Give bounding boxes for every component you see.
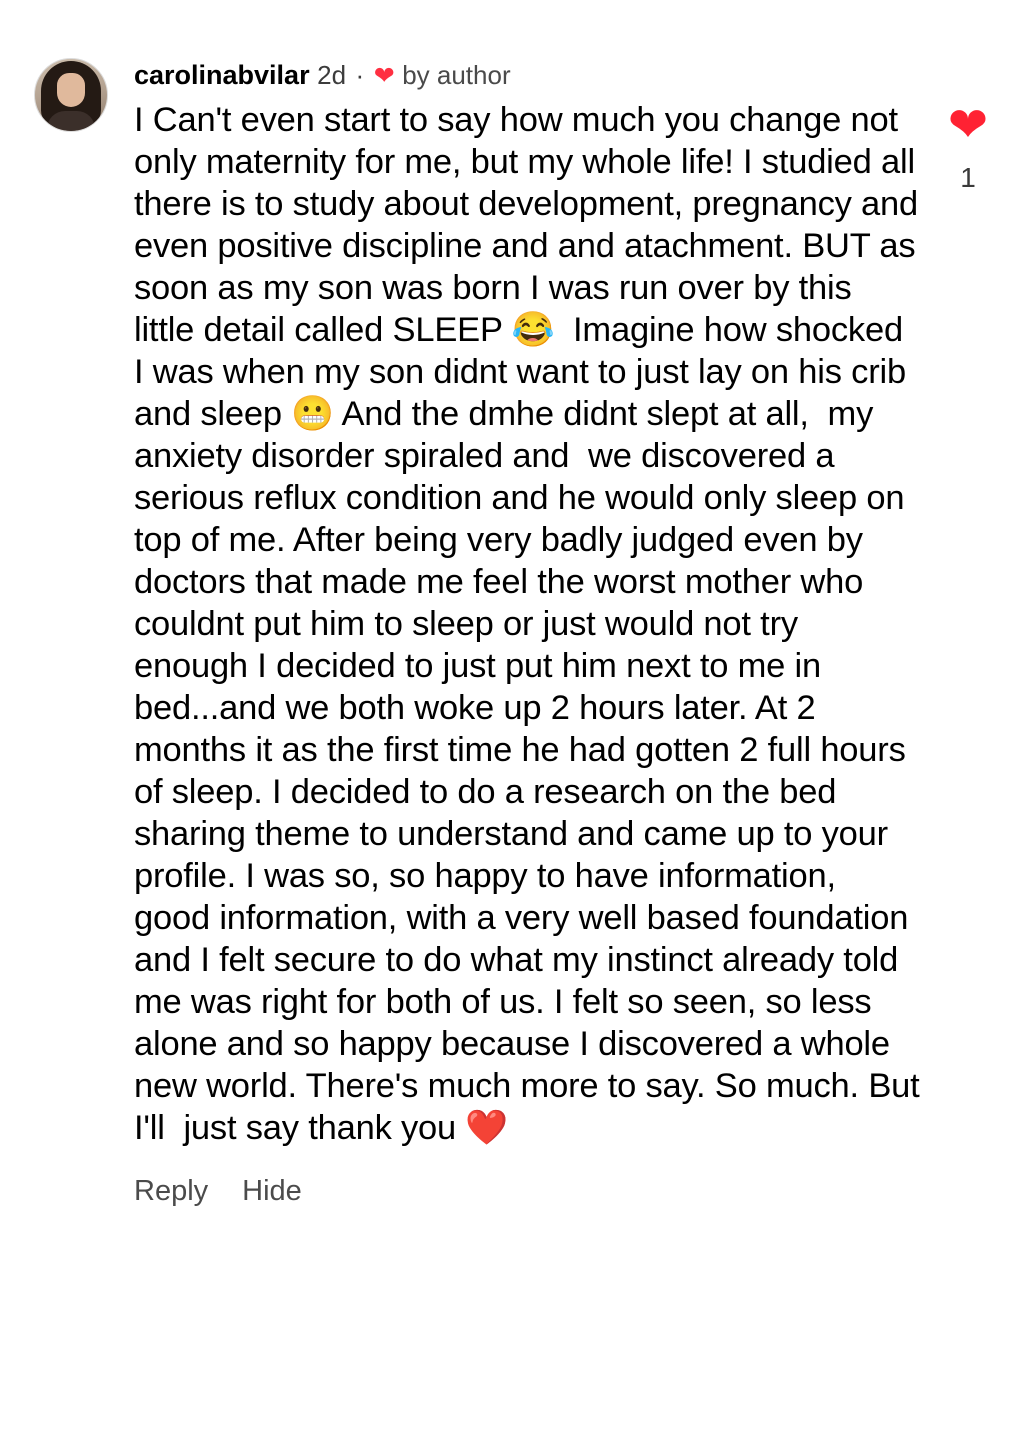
like-column (931, 58, 1005, 1208)
comment-body (134, 58, 931, 1208)
comment-timestamp: 2d (317, 60, 347, 90)
avatar-wrapper (34, 58, 106, 1208)
heart-filled-icon[interactable]: ❤ (947, 99, 989, 152)
avatar-face (57, 73, 85, 107)
author-like-heart-icon: ❤ (373, 62, 395, 90)
like-count: 1 (960, 162, 976, 193)
comment-meta (134, 58, 921, 93)
comment-text: I Can't even start to say how much you change not only maternity for me, but my whole life! I studied all there is to study about development, pregnancy and even positive discipline and and atachment. BUT as soon as my son was born I was run over by this little detail called SLEEP 😂 Imagine how shocked I was when my son didnt want to just lay on his crib and sleep 😬 And the dmhe didnt slept at all, my anxiety disorder spiraled and we discovered a serious reflux condition and he would only sleep on top of me. After being very badly judged even by doctors that made me feel the worst mother who couldnt put him to sleep or just would not try enough I decided to just put him next to me in bed...and we both woke up 2 hours later. At 2 months it as the first time he had gotten 2 full hours of sleep. I decided to do a research on the bed sharing theme to understand and came up to your profile. I was so, so happy to have information, good information, with a very well based foundation and I felt secure to do what my instinct already told me was right for both of us. I felt so seen, so less alone and so happy because I discovered a whole new world. There's much more to say. So much. But I'll just say thank you ❤️ (134, 101, 929, 1147)
avatar[interactable] (34, 58, 108, 132)
avatar-body (47, 111, 95, 132)
comment-username[interactable]: carolinabvilar (134, 60, 310, 90)
hide-button[interactable]: Hide (242, 1175, 302, 1207)
liked-by-author-label: by author (402, 60, 511, 90)
meta-separator: · (355, 60, 365, 90)
reply-button[interactable]: Reply (134, 1175, 209, 1207)
comment-actions (134, 1175, 921, 1208)
